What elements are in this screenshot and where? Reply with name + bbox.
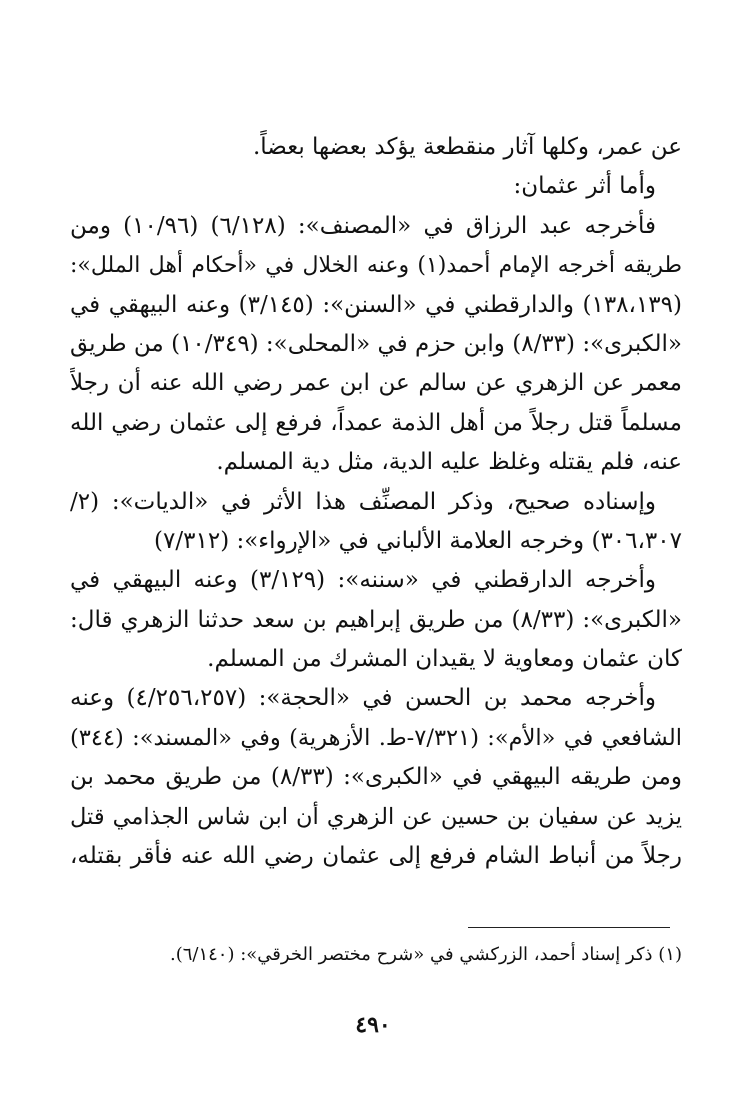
footnote-divider <box>468 927 670 928</box>
text-line: وإسناده صحيح، وذكر المصنِّف هذا الأثر في «الديات»: (٢/ <box>70 488 656 515</box>
page-number: ٤٩٠ <box>355 1012 391 1038</box>
text-line: معمر عن الزهري عن سالم عن ابن عمر رضي الله عنه أن رجلاً <box>70 370 682 397</box>
text-line: ومن طريقه البيهقي في «الكبرى»: (٨/٣٣) من طريق محمد بن <box>70 764 682 791</box>
text-line: وأما أثر عثمان: <box>513 173 656 200</box>
text-line: طريقه أخرجه الإمام أحمد(١) وعنه الخلال في «أحكام أهل الملل»: <box>70 253 682 279</box>
text-line: «الكبرى»: (٨/٣٣) وابن حزم في «المحلى»: (١٠/٣٤٩) من طريق <box>70 330 682 357</box>
text-line: رجلاً من أنباط الشام فرفع إلى عثمان رضي الله عنه فأقر بقتله، <box>70 843 682 870</box>
text-line: كان عثمان ومعاوية لا يقيدان المشرك من المسلم. <box>207 646 682 673</box>
text-line: وأخرجه محمد بن الحسن في «الحجة»: (٤/٢٥٦،٢٥٧) وعنه <box>70 685 656 712</box>
text-line: يزيد عن سفيان بن حسين عن الزهري أن ابن شاس الجذامي قتل <box>70 803 682 830</box>
text-line: ٣٠٦،٣٠٧) وخرجه العلامة الألباني في «الإرواء»: (٧/٣١٢) <box>154 527 682 554</box>
text-line: «الكبرى»: (٨/٣٣) من طريق إبراهيم بن سعد حدثنا الزهري قال: <box>70 606 682 633</box>
footnote: (١) ذكر إسناد أحمد، الزركشي في «شرح مختصر الخرقي»: (٦/١٤٠). <box>169 944 682 965</box>
text-line: الشافعي في «الأم»: (٧/٣٢١-ط. الأزهرية) وفي «المسند»: (٣٤٤) <box>70 724 682 751</box>
text-line: عنه، فلم يقتله وغلظ عليه الدية، مثل دية المسلم. <box>216 449 682 476</box>
text-line: عن عمر، وكلها آثار منقطعة يؤكد بعضها بعضاً. <box>252 134 682 160</box>
text-line: (١٣٨،١٣٩) والدارقطني في «السنن»: (٣/١٤٥) وعنه البيهقي في <box>70 291 682 318</box>
text-line: فأخرجه عبد الرزاق في «المصنف»: (٦/١٢٨) (١٠/٩٦) ومن <box>70 212 656 239</box>
main-text <box>70 128 682 876</box>
text-line: مسلماً قتل رجلاً من أهل الذمة عمداً، فرفع إلى عثمان رضي الله <box>70 409 682 436</box>
text-line: وأخرجه الدارقطني في «سننه»: (٣/١٢٩) وعنه البيهقي في <box>70 567 657 594</box>
